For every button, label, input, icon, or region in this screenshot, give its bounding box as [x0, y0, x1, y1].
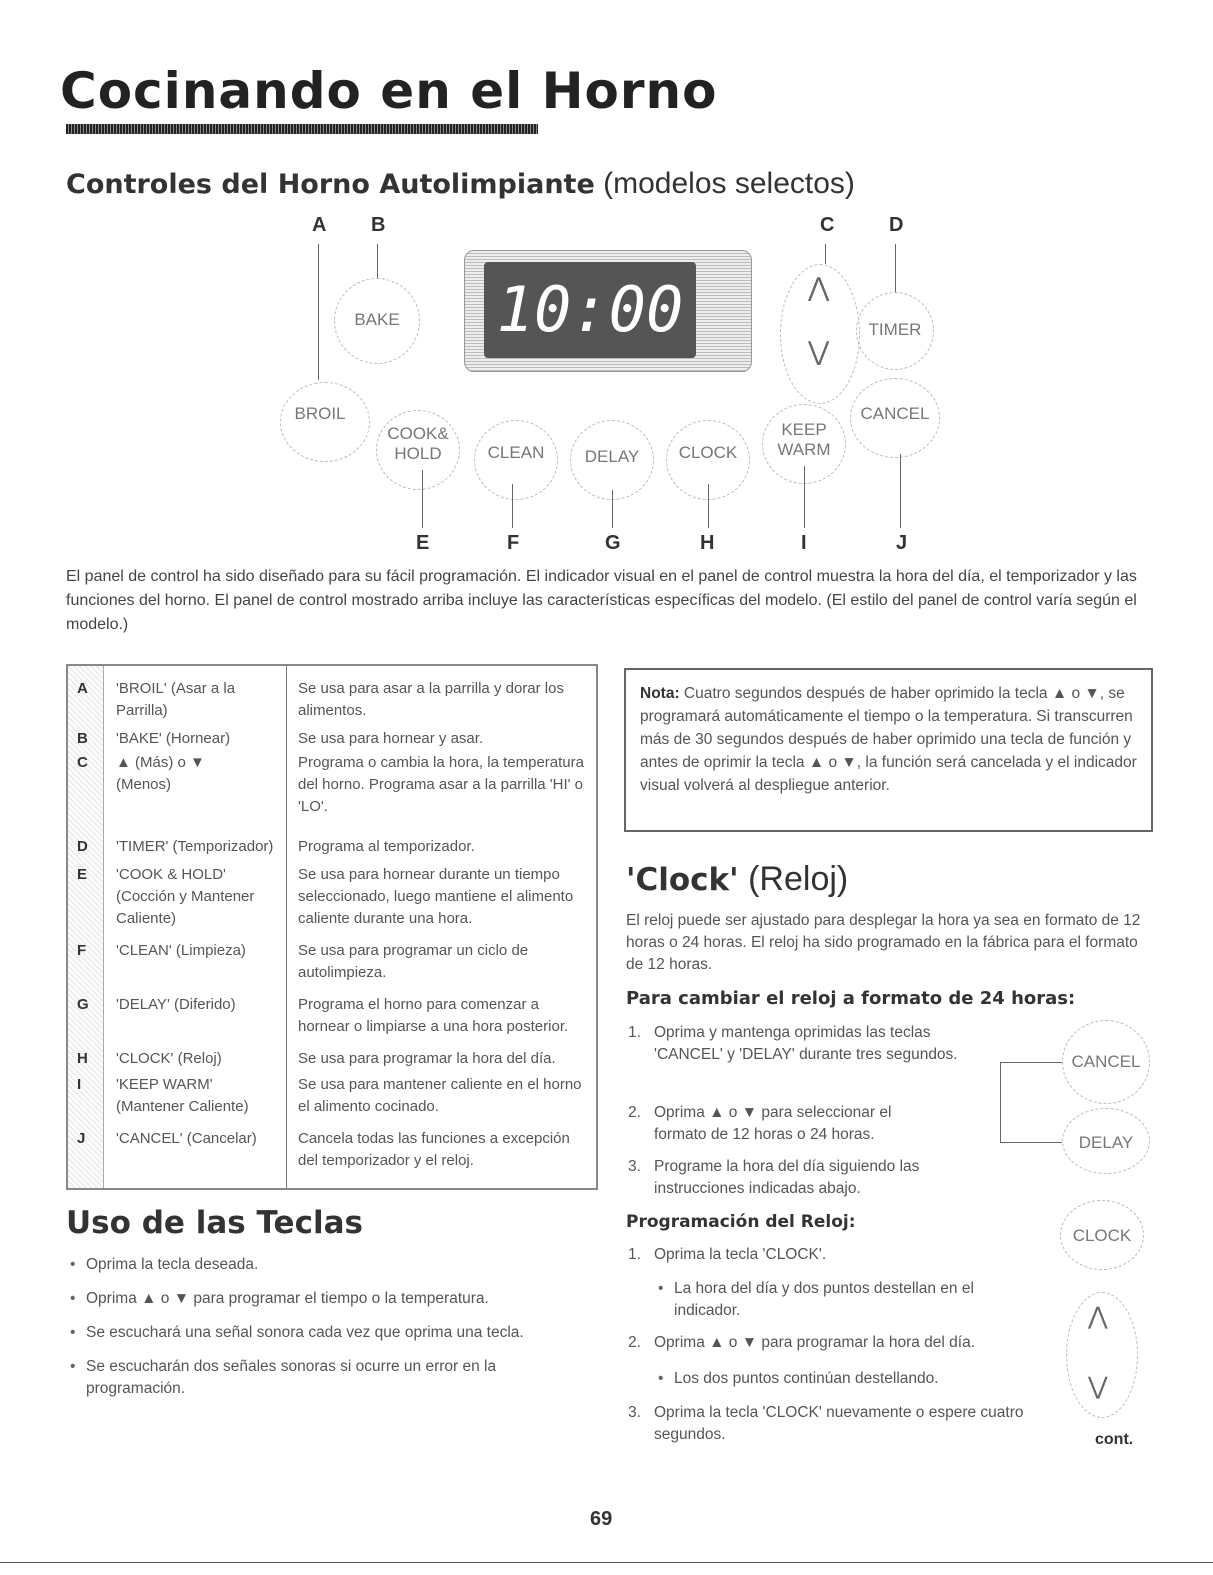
row-desc: Cancela todas las funciones a excepción del temporizador y el reloj.	[298, 1130, 570, 1169]
clock-heading-bold: 'Clock'	[626, 862, 739, 898]
steps2-item: 1. Oprima la tecla 'CLOCK'.	[626, 1244, 1006, 1266]
clock-heading	[626, 860, 848, 899]
keep-warm-key	[762, 420, 846, 460]
row-key: 'CANCEL' (Cancelar)	[116, 1130, 257, 1147]
leader-e	[422, 470, 423, 528]
cancel-key: CANCEL	[860, 404, 930, 423]
bracket-side	[1000, 1062, 1001, 1142]
note-text: Cuatro segundos después de haber oprimido la tecla ▲ o ▼, se programará automáticamente el tiempo o la temperatura. Si transcurren más de 30 segundos después de haber oprimido una tecla de función y antes de oprimir la tecla ▲ o ▼, la función será cancelada y el indicador visual volverá al despliegue anterior.	[640, 685, 1137, 794]
row-letter: D	[77, 838, 88, 855]
continued-label: cont.	[1095, 1431, 1134, 1448]
steps1-text: Programe la hora del día siguiendo las instrucciones indicadas abajo.	[654, 1158, 920, 1197]
clock-heading-light: (Reloj)	[748, 860, 849, 898]
bottom-rule	[0, 1562, 1213, 1563]
keep-warm-key-line2: WARM	[777, 440, 831, 459]
row-desc: Se usa para asar a la parrilla y dorar los alimentos.	[298, 680, 564, 719]
clock-sub1: Para cambiar el reloj a formato de 24 horas:	[626, 988, 1076, 1009]
leader-h	[708, 484, 709, 528]
row-letter: F	[77, 942, 87, 959]
steps2-sub	[654, 1368, 1014, 1390]
section-heading-bold: Controles del Horno Autolimpiante	[66, 169, 595, 200]
table-divider	[286, 666, 287, 1188]
page-title: Cocinando en el Horno	[60, 62, 718, 120]
row-letter: C	[77, 754, 88, 771]
label-b: B	[371, 214, 386, 236]
uso-list	[66, 1254, 586, 1400]
row-letter: J	[77, 1130, 86, 1147]
label-e: E	[416, 532, 430, 554]
clock-key: CLOCK	[678, 443, 738, 462]
keep-warm-key-line1: KEEP	[781, 420, 827, 439]
bracket-top	[1000, 1062, 1062, 1063]
page-number: 69	[590, 1508, 613, 1530]
row-desc: Se usa para mantener caliente en el horno el alimento cocinado.	[298, 1076, 582, 1115]
leader-j	[900, 454, 901, 528]
leader-g	[612, 490, 613, 528]
row-key: 'BROIL' (Asar a la Parrilla)	[116, 680, 236, 719]
row-letter: I	[77, 1076, 82, 1093]
row-key: 'BAKE' (Hornear)	[116, 730, 231, 747]
row-desc: Se usa para hornear y asar.	[298, 730, 484, 747]
side-delay-key: DELAY	[1078, 1133, 1134, 1152]
list-item: • Se escucharán dos señales sonoras si ocurre un error en la programación.	[66, 1356, 586, 1400]
row-key: 'CLOCK' (Reloj)	[116, 1050, 222, 1067]
up-arrow-icon: ⋀	[1088, 1303, 1108, 1330]
steps1-item: 3. Programe la hora del día siguiendo las instrucciones indicadas abajo.	[626, 1156, 966, 1200]
steps2-sub	[654, 1278, 1014, 1322]
bracket-bottom	[1000, 1142, 1062, 1143]
section-heading	[66, 167, 855, 201]
row-key: 'DELAY' (Diferido)	[116, 996, 236, 1013]
label-i: I	[801, 532, 807, 554]
row-desc: Programa al temporizador.	[298, 838, 475, 855]
row-desc: Se usa para hornear durante un tiempo seleccionado, luego mantiene el alimento caliente durante una hora.	[298, 866, 574, 927]
leader-i	[804, 466, 805, 528]
bake-key: BAKE	[354, 310, 400, 329]
row-letter: G	[77, 996, 89, 1013]
note-label: Nota:	[640, 685, 680, 702]
label-d: D	[889, 214, 904, 236]
list-item: • Los dos puntos continúan destellando.	[654, 1368, 1014, 1390]
list-item: • La hora del día y dos puntos destellan en el indicador.	[654, 1278, 1014, 1322]
leader-b	[377, 244, 378, 278]
side-cancel-key: CANCEL	[1071, 1052, 1141, 1071]
label-a: A	[312, 214, 327, 236]
display-readout: 10:00	[496, 273, 684, 346]
row-letter: H	[77, 1050, 88, 1067]
label-c: C	[820, 214, 835, 236]
delay-key: DELAY	[584, 447, 640, 466]
clock-sub2: Programación del Reloj:	[626, 1212, 856, 1232]
steps1-text: Oprima ▲ o ▼ para seleccionar el formato de 12 horas o 24 horas.	[654, 1104, 892, 1143]
steps2-text: Oprima ▲ o ▼ para programar la hora del día.	[654, 1334, 976, 1351]
row-letter: A	[77, 680, 88, 697]
leader-f	[512, 484, 513, 528]
note-box	[624, 668, 1153, 832]
row-letter: B	[77, 730, 88, 747]
row-key: 'KEEP WARM' (Mantener Caliente)	[116, 1076, 249, 1115]
steps1-item: 1. Oprima y mantenga oprimidas las teclas 'CANCEL' y 'DELAY' durante tres segundos.	[626, 1022, 966, 1066]
label-j: J	[896, 532, 908, 554]
leader-a	[318, 244, 319, 380]
row-letter: E	[77, 866, 88, 883]
steps2-text: Oprima la tecla 'CLOCK'.	[654, 1246, 827, 1263]
intro-paragraph: El panel de control ha sido diseñado para su fácil programación. El indicador visual en el panel de control muestra la hora del día, el temporizador y las funciones del horno. El panel de control mostrado arriba incluye las características específicas del modelo. (El estilo del panel de control varía según el modelo.)	[66, 568, 1137, 633]
row-desc: Programa el horno para comenzar a hornear o limpiarse a una hora posterior.	[298, 996, 569, 1035]
broil-key: BROIL	[294, 404, 346, 423]
clock-intro: El reloj puede ser ajustado para desplegar la hora ya sea en formato de 12 horas o 24 horas. El reloj ha sido programado en la fábrica para el formato de 12 horas.	[626, 912, 1141, 973]
uso-heading: Uso de las Teclas	[66, 1205, 363, 1241]
row-desc: Se usa para programar la hora del día.	[298, 1050, 556, 1067]
cook-hold-key-line1: COOK&	[387, 424, 449, 443]
row-desc: Programa o cambia la hora, la temperatura del horno. Programa asar a la parrilla 'HI' o 'LO'.	[298, 754, 584, 815]
label-g: G	[605, 532, 621, 554]
keys-table	[66, 664, 598, 1190]
leader-c	[825, 244, 826, 264]
up-arrow-icon: ⋀	[808, 272, 830, 302]
list-item: • Se escuchará una señal sonora cada vez que oprima una tecla.	[66, 1322, 586, 1344]
side-clock-key: CLOCK	[1072, 1226, 1132, 1245]
timer-key: TIMER	[868, 320, 922, 339]
label-f: F	[507, 532, 520, 554]
section-heading-light: (modelos selectos)	[603, 167, 855, 200]
row-key: 'CLEAN' (Limpieza)	[116, 942, 246, 959]
clean-key: CLEAN	[487, 443, 545, 462]
steps1-text: Oprima y mantenga oprimidas las teclas 'CANCEL' y 'DELAY' durante tres segundos.	[654, 1024, 958, 1063]
steps2-text: Oprima la tecla 'CLOCK' nuevamente o espere cuatro segundos.	[654, 1404, 1024, 1443]
down-arrow-icon: ⋁	[808, 336, 830, 366]
steps2-item: 3. Oprima la tecla 'CLOCK' nuevamente o espere cuatro segundos.	[626, 1402, 1026, 1446]
leader-d	[895, 244, 896, 292]
cook-hold-key-line2: HOLD	[394, 444, 442, 463]
row-key: 'TIMER' (Temporizador)	[116, 838, 274, 855]
title-rule	[66, 124, 538, 134]
list-item: • Oprima la tecla deseada.	[66, 1254, 586, 1276]
label-h: H	[700, 532, 715, 554]
row-key: ▲ (Más) o ▼ (Menos)	[116, 754, 205, 793]
row-key: 'COOK & HOLD' (Cocción y Mantener Caliente)	[116, 866, 255, 927]
row-desc: Se usa para programar un ciclo de autolimpieza.	[298, 942, 529, 981]
steps2-item: 2. Oprima ▲ o ▼ para programar la hora del día.	[626, 1332, 1026, 1354]
list-item: • Oprima ▲ o ▼ para programar el tiempo o la temperatura.	[66, 1288, 586, 1310]
down-arrow-icon: ⋁	[1088, 1373, 1108, 1400]
cook-hold-key	[376, 424, 460, 464]
steps1-item: 2. Oprima ▲ o ▼ para seleccionar el formato de 12 horas o 24 horas.	[626, 1102, 936, 1146]
